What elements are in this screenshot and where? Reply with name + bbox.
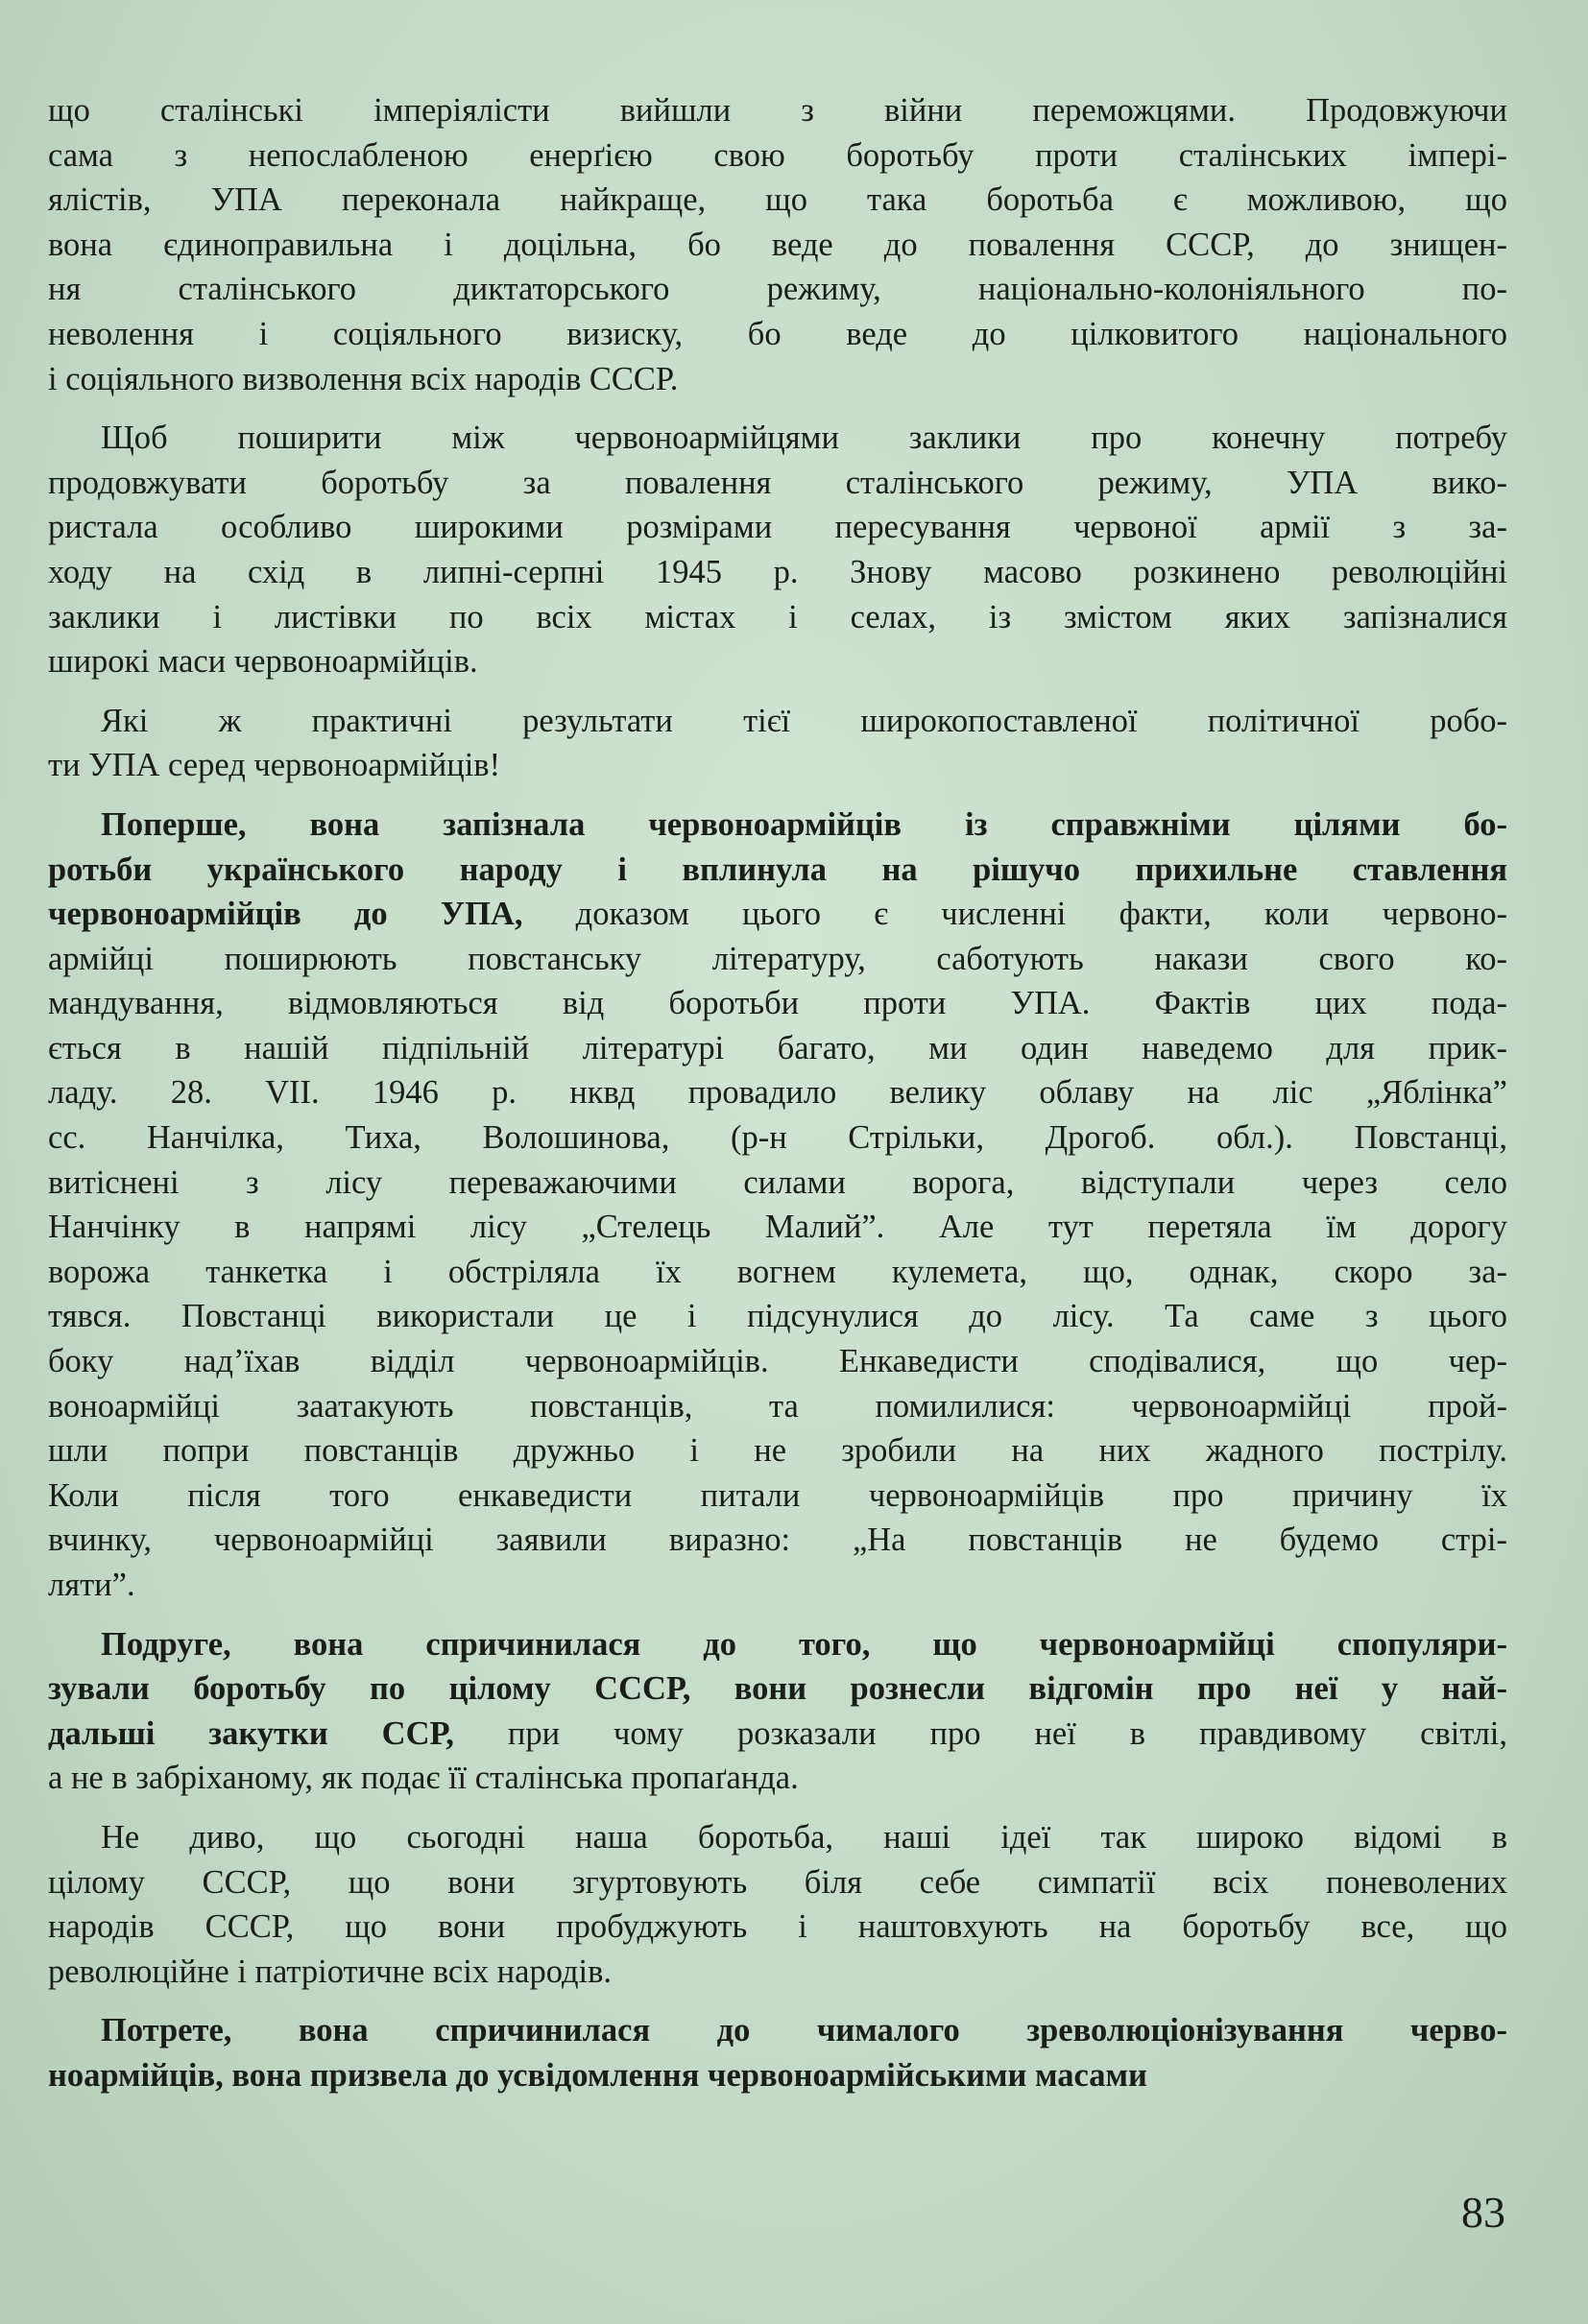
text-line — [48, 595, 1507, 640]
text-line — [48, 1905, 1507, 1950]
text-line — [48, 1473, 1507, 1519]
text-line — [48, 1428, 1507, 1473]
text-line — [48, 937, 1507, 982]
bold-text-run: ноармійців, вона призвела до усвідомлення червоноармійськими масами — [48, 2056, 1147, 2094]
bold-text-run: ротьби українського народу і вплинула на рішучо прихильне ставлення — [48, 851, 1507, 888]
text-line — [48, 416, 1507, 461]
text-run: що сталінські імперіялісти вийшли з війни переможцями. Продовжуючи — [48, 92, 1507, 129]
text-line — [48, 1161, 1507, 1206]
text-line — [48, 848, 1507, 893]
text-run: а не в забріханому, як подає її сталінська пропаґанда. — [48, 1760, 799, 1797]
text-line — [48, 312, 1507, 357]
text-run: неволення і соціяльного визиску, бо веде до цілковитого національного — [48, 315, 1507, 352]
text-run: цілому СССР, що вони згуртовують біля себе симпатії всіх поневолених — [48, 1863, 1507, 1901]
text-line — [48, 1384, 1507, 1429]
text-line — [48, 2053, 1507, 2098]
bold-text-run: Подруге, вона спричинилася до того, що червоноармійці спопуляри- — [101, 1625, 1507, 1663]
text-run: ти УПА серед червоноармійців! — [48, 747, 501, 784]
paragraph-p4 — [48, 803, 1507, 1608]
bold-text-run: Потрете, вона спричинилася до чималого зреволюціонізування черво- — [101, 2012, 1507, 2049]
text-run: Які ж практичні результати тієї широкопоставленої політичної робо- — [101, 702, 1507, 739]
text-run: заклики і листівки по всіх містах і селах, із змістом яких запізналися — [48, 598, 1507, 635]
text-run: воноармійці заатакують повстанців, та помилилися: червоноармійці прой- — [48, 1387, 1507, 1425]
paragraph-gap — [48, 788, 1507, 803]
text-line — [48, 1294, 1507, 1339]
text-run: революційне і патріотичне всіх народів. — [48, 1953, 613, 1990]
text-run: ня сталінського диктаторського режиму, національно-колоніяльного по- — [48, 271, 1507, 308]
text-line — [48, 2008, 1507, 2053]
text-run: сс. Нанчілка, Тиха, Волошинова, (р-н Стрільки, Дрогоб. обл.). Повстанці, — [48, 1119, 1507, 1157]
text-run: ворожа танкетка і обстріляла їх вогнем кулемета, що, однак, скоро за- — [48, 1253, 1507, 1290]
paragraph-p3 — [48, 699, 1507, 788]
text-line — [48, 803, 1507, 848]
paragraph-gap — [48, 1994, 1507, 2008]
bold-text-run: дальші закутки ССР, — [48, 1714, 454, 1752]
text-line — [48, 1756, 1507, 1801]
text-line — [48, 357, 1507, 402]
text-run: армійці поширюють повстанську літературу, саботують накази свого ко- — [48, 940, 1507, 977]
text-line — [48, 267, 1507, 312]
text-run: Коли після того енкаведисти питали червоноармійців про причину їх — [48, 1476, 1507, 1514]
paragraph-p5 — [48, 1622, 1507, 1801]
text-line — [48, 1563, 1507, 1608]
text-run: ладу. 28. VII. 1946 р. нквд провадило велику облаву на ліс „Яблінка” — [48, 1074, 1507, 1112]
text-line — [48, 981, 1507, 1026]
text-line — [48, 88, 1507, 133]
paragraph-p1 — [48, 88, 1507, 401]
text-run: сама з непослабленою енерґією свою боротьбу проти сталінських імпері- — [48, 136, 1507, 174]
paragraph-p6 — [48, 1815, 1507, 1994]
paragraph-gap — [48, 684, 1507, 699]
bold-text-run: Поперше, вона запізнала червоноармійців із справжніми цілями бо- — [101, 805, 1507, 843]
text-line — [48, 1712, 1507, 1757]
text-line — [48, 133, 1507, 179]
text-line — [48, 1205, 1507, 1250]
text-line — [48, 1115, 1507, 1161]
text-run: народів СССР, що вони пробуджують і наштовхують на боротьбу все, що — [48, 1908, 1507, 1946]
text-run: вона єдиноправильна і доцільна, бо веде до повалення СССР, до знищен- — [48, 226, 1507, 263]
text-run: при чому розказали про неї в правдивому світлі, — [453, 1714, 1507, 1752]
paragraph-gap — [48, 401, 1507, 416]
paragraph-gap — [48, 1608, 1507, 1622]
text-run: і соціяльного визволення всіх народів СССР. — [48, 360, 679, 397]
text-run: ється в нашій підпільній літературі багато, ми один наведемо для прик- — [48, 1029, 1507, 1066]
text-run: шли попри повстанців дружньо і не зробили на них жадного пострілу. — [48, 1432, 1507, 1470]
text-line — [48, 1070, 1507, 1115]
text-line — [48, 1026, 1507, 1071]
text-run: тявся. Повстанці використали це і підсунулися до лісу. Та саме з цього — [48, 1298, 1507, 1335]
text-run: мандування, відмовляються від боротьби проти УПА. Фактів цих пода- — [48, 985, 1507, 1022]
page-number: 83 — [1461, 2188, 1505, 2237]
text-run: Щоб поширити між червоноармійцями заклики про конечну потребу — [101, 419, 1507, 457]
paragraph-p7 — [48, 2008, 1507, 2097]
text-line — [48, 461, 1507, 506]
text-line — [48, 1339, 1507, 1384]
text-line — [48, 505, 1507, 550]
text-run: продовжувати боротьбу за повалення сталінського режиму, УПА вико- — [48, 464, 1507, 501]
bold-text-run: червоноармійців до УПА, — [48, 896, 523, 933]
text-line — [48, 1622, 1507, 1667]
text-run: вчинку, червоноармійці заявили виразно: „На повстанців не будемо стрі- — [48, 1521, 1507, 1559]
text-run: боку над’їхав відділ червоноармійців. Енкаведисти сподівалися, що чер- — [48, 1343, 1507, 1380]
text-line — [48, 1518, 1507, 1563]
text-line — [48, 743, 1507, 788]
text-line — [48, 1250, 1507, 1295]
paragraph-gap — [48, 1801, 1507, 1815]
text-line — [48, 550, 1507, 595]
text-run: ходу на схід в липні-серпні 1945 р. Знову масово розкинено революційні — [48, 553, 1507, 590]
text-run: ляти”. — [48, 1567, 135, 1603]
page-body — [48, 88, 1507, 2098]
text-line — [48, 892, 1507, 937]
text-run: Не диво, що сьогодні наша боротьба, наші ідеї так широко відомі в — [101, 1818, 1507, 1856]
text-line — [48, 1815, 1507, 1860]
text-line — [48, 1860, 1507, 1905]
text-line — [48, 1950, 1507, 1995]
text-line — [48, 699, 1507, 744]
text-run: Нанчінку в напрямі лісу „Стелець Малий”. Але тут перетяла їм дорогу — [48, 1209, 1507, 1246]
paragraph-p2 — [48, 416, 1507, 684]
text-run: доказом цього є численні факти, коли червоно- — [522, 896, 1507, 933]
text-line — [48, 1666, 1507, 1712]
text-line — [48, 223, 1507, 268]
text-line — [48, 639, 1507, 684]
text-run: витіснені з лісу переважаючими силами ворога, відступали через село — [48, 1163, 1507, 1201]
bold-text-run: зували боротьбу по цілому СССР, вони рознесли відгомін про неї у най- — [48, 1670, 1507, 1708]
text-run: ялістів, УПА переконала найкраще, що така боротьба є можливою, що — [48, 181, 1507, 219]
text-line — [48, 178, 1507, 223]
text-run: ристала особливо широкими розмірами пересування червоної армії з за- — [48, 509, 1507, 546]
text-run: широкі маси червоноармійців. — [48, 643, 478, 681]
